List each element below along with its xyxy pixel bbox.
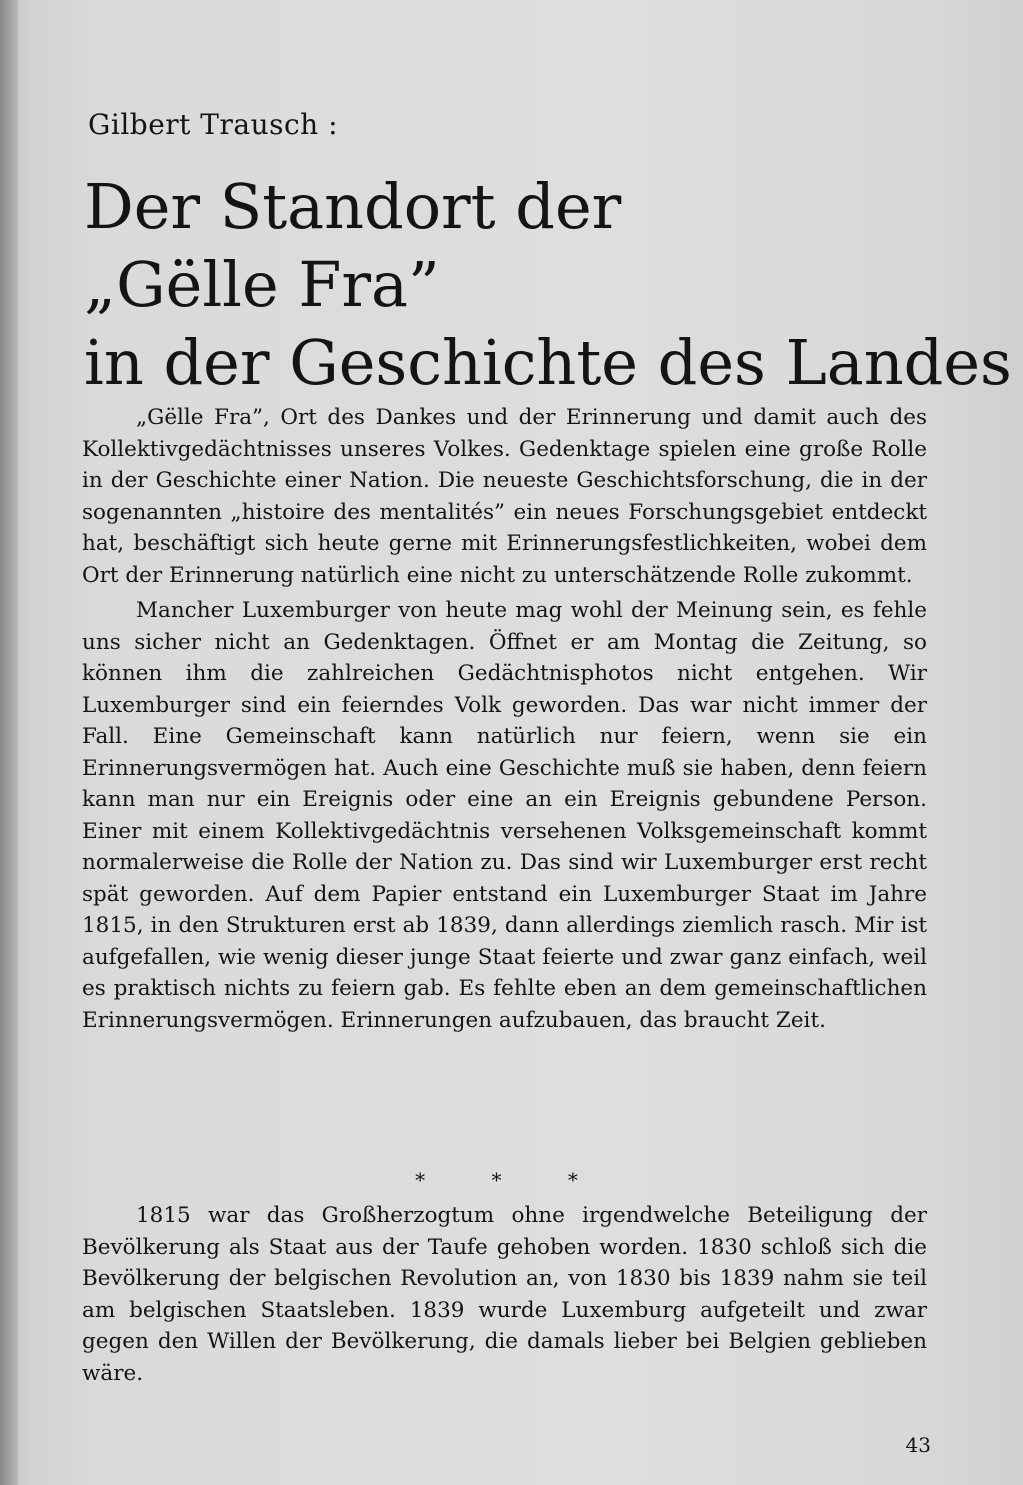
title-line-1: Der Standort der	[84, 170, 622, 243]
paragraph-2: Mancher Luxemburger von heute mag wohl der Meinung sein, es fehle uns sicher nicht an Gedenktagen. Öffnet er am Montag die Zeitung, so können ihm die zahlreichen Gedächtnisphotos nicht entgehen. Wir Luxemburger sind ein feierndes Volk geworden. Das war nicht immer der Fall. Eine Gemeinschaft kann natürlich nur feiern, wenn sie ein Erinnerungsvermögen hat. Auch eine Geschichte muß sie haben, denn feiern kann man nur ein Ereignis oder eine an ein Ereignis gebundene Person. Einer mit einem Kollektivgedächtnis versehenen Volksgemeinschaft kommt normalerweise die Rolle der Nation zu. Das sind wir Luxemburger erst recht spät geworden. Auf dem Papier entstand ein Luxemburger Staat im Jahre 1815, in den Strukturen erst ab 1839, dann allerdings ziemlich rasch. Mir ist aufgefallen, wie wenig dieser junge Staat feierte und zwar ganz einfach, weil es praktisch nichts zu feiern gab. Es fehlte eben an dem gemeinschaftlichen Erinnerungsvermögen. Erinnerungen aufzubauen, das braucht Zeit.	[82, 598, 927, 1033]
page-number: 43	[905, 1433, 931, 1457]
section-separator: * * *	[415, 1168, 608, 1192]
article-title	[84, 168, 1012, 402]
author-name: Gilbert Trausch :	[88, 108, 339, 141]
paragraph-1: „Gëlle Fra”, Ort des Dankes und der Erinnerung und damit auch des Kollektivgedächtnisses unseres Volkes. Gedenktage spielen eine große Rolle in der Geschichte einer Nation. Die neueste Geschichtsforschung, die in der sogenannten „histoire des mentalités” ein neues Forschungsgebiet entdeckt hat, beschäftigt sich heute gerne mit Erinnerungsfestlichkeiten, wobei dem Ort der Erinnerung natürlich eine nicht zu unterschätzende Rolle zukommt.	[82, 405, 927, 588]
page-spine-shadow	[0, 0, 18, 1485]
title-line-2: „Gëlle Fra”	[84, 248, 440, 321]
title-line-3: in der Geschichte des Landes	[84, 326, 1012, 399]
article-body	[82, 402, 927, 1036]
article-body-continued	[82, 1200, 927, 1389]
paragraph-3: 1815 war das Großherzogtum ohne irgendwelche Beteiligung der Bevölkerung als Staat aus der Taufe gehoben worden. 1830 schloß sich die Bevölkerung der belgischen Revolution an, von 1830 bis 1839 nahm sie teil am belgischen Staatsleben. 1839 wurde Luxemburg aufgeteilt und zwar gegen den Willen der Bevölkerung, die damals lieber bei Belgien geblieben wäre.	[82, 1203, 927, 1386]
